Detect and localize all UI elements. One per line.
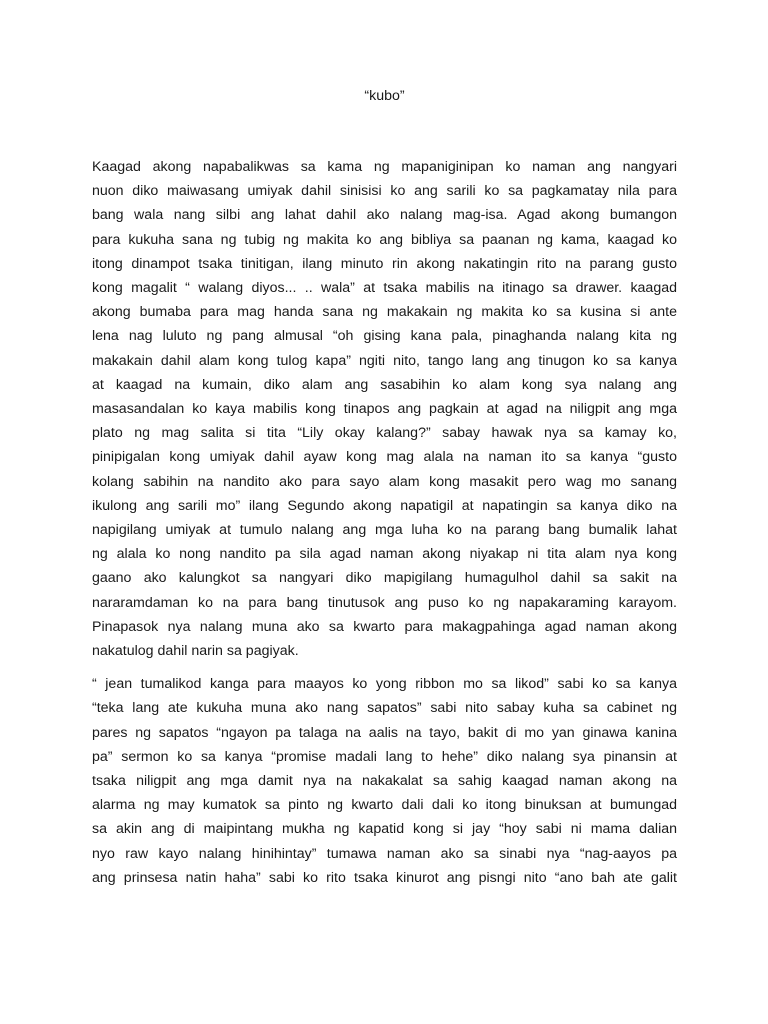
text-line: akong bumaba para mag handa sana ng makakain ng makita ko sa kusina si ante <box>92 304 677 321</box>
text-line: masasandalan ko kaya mabilis kong tinapos ang pagkain at agad na niligpit ang mga <box>92 401 677 418</box>
text-line: at kaagad na kumain, diko alam ang sasabihin ko alam kong sya nalang ang <box>92 376 677 393</box>
text-line: ang prinsesa natin haha” sabi ko rito tsaka kinurot ang pisngi nito “ano bah ate galit <box>92 869 677 886</box>
paragraph-1 <box>92 155 677 663</box>
text-line: makakain dahil alam kong tulog kapa” ngiti nito, tango lang ang tinugon ko sa kanya <box>92 352 677 369</box>
text-line: nakatulog dahil narin sa pagiyak. <box>92 643 299 660</box>
text-line: bang wala nang silbi ang lahat dahil ako nalang mag-isa. Agad akong bumangon <box>92 207 677 224</box>
text-line: pinipigalan kong umiyak dahil ayaw kong mag alala na naman ito sa kanya “gusto <box>92 449 677 466</box>
document-title: “kubo” <box>364 88 405 104</box>
text-line: nuon diko maiwasang umiyak dahil sinisisi ko ang sarili ko sa pagkamatay nila para <box>92 183 677 200</box>
text-line: alarma ng may kumatok sa pinto ng kwarto dali dali ko itong binuksan at bumungad <box>92 797 677 814</box>
text-line: gaano ako kalungkot sa nangyari diko mapigilang humagulhol dahil sa sakit na <box>92 570 677 587</box>
paragraph-2 <box>92 672 677 890</box>
text-line: pares ng sapatos “ngayon pa talaga na aalis na tayo, bakit di mo yan ginawa kanina <box>92 724 677 741</box>
text-line: nyo raw kayo nalang hinihintay” tumawa naman ako sa sinabi nya “nag-aayos pa <box>92 845 677 862</box>
text-line: “ jean tumalikod kanga para maayos ko yong ribbon mo sa likod” sabi ko sa kanya <box>92 676 677 693</box>
text-line: tsaka niligpit ang mga damit nya na nakakalat sa sahig kaagad naman akong na <box>92 773 677 790</box>
text-line: sa akin ang di maipintang mukha ng kapatid kong si jay “hoy sabi ni mama dalian <box>92 821 677 838</box>
text-line: pa” sermon ko sa kanya “promise madali lang to hehe” diko nalang sya pinansin at <box>92 748 677 765</box>
text-line: kong magalit “ walang diyos... .. wala” at tsaka mabilis na itinago sa drawer. kaagad <box>92 280 677 297</box>
text-line: plato ng mag salita si tita “Lily okay kalang?” sabay hawak nya sa kamay ko, <box>92 425 677 442</box>
text-line: napigilang umiyak at tumulo nalang ang mga luha ko na parang bang bumalik lahat <box>92 522 677 539</box>
text-line: lena nag luluto ng pang almusal “oh gising kana pala, pinaghanda nalang kita ng <box>92 328 677 345</box>
text-line: itong dinampot tsaka tinitigan, ilang minuto rin akong nakatingin rito na parang gusto <box>92 255 677 272</box>
text-line: ikulong ang sarili mo” ilang Segundo akong napatigil at napatingin sa kanya diko na <box>92 497 677 514</box>
text-line: ng alala ko nong nandito pa sila agad naman akong niyakap ni tita alam nya kong <box>92 546 677 563</box>
text-line: kolang sabihin na nandito ako para sayo alam kong masakit pero wag mo sanang <box>92 473 677 490</box>
text-line: Pinapasok nya nalang muna ako sa kwarto para makagpahinga agad naman akong <box>92 618 677 635</box>
text-line: nararamdaman ko na para bang tinutusok ang puso ko ng napakaraming karayom. <box>92 594 677 611</box>
text-line: para kukuha sana ng tubig ng makita ko ang bibliya sa paanan ng kama, kaagad ko <box>92 231 677 248</box>
text-line: “teka lang ate kukuha muna ako nang sapatos” sabi nito sabay kuha sa cabinet ng <box>92 700 677 717</box>
text-line: Kaagad akong napabalikwas sa kama ng mapaniginipan ko naman ang nangyari <box>92 159 677 175</box>
